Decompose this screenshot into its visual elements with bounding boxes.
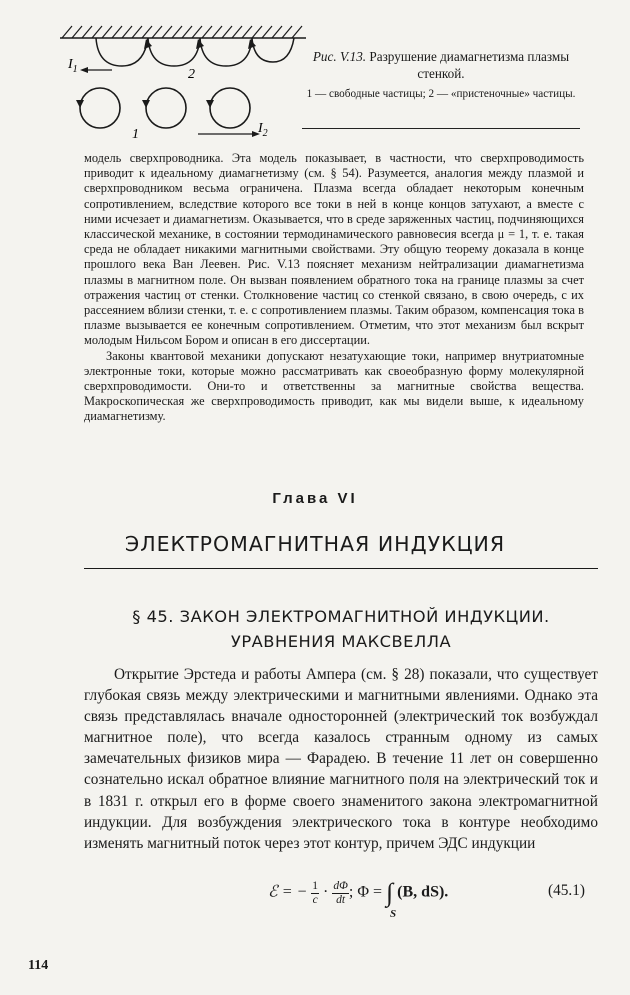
caption-text: Разрушение диамагнетизма плазмы стенкой. bbox=[369, 49, 570, 81]
formula-number: (45.1) bbox=[548, 882, 585, 899]
free-orbit-1 bbox=[80, 88, 120, 128]
body-text bbox=[84, 664, 598, 854]
caption-title bbox=[302, 48, 580, 82]
formula-45-1 bbox=[200, 868, 520, 918]
caption-label: Рис. V.13. bbox=[312, 49, 367, 64]
wall-hatching bbox=[62, 26, 302, 38]
formula-frac-2: $\frac{d\Phi}{dt}$ bbox=[333, 879, 348, 906]
label-2: 2 bbox=[188, 67, 195, 82]
small-paragraph-2: Законы квантовой механики допускают незатухающие токи, например внутриатомные электронные токи, которые можно рассматривать как своеобразную форму молекулярной сверхпроводимости. Они-то и ответственны за магнитные свойства вещества. Макроскопическая же сверхпроводимость приводит, как мы видели выше, к идеальному диамагнетизму. bbox=[84, 348, 584, 424]
formula-integrand: (B, dS). bbox=[397, 883, 449, 901]
chapter-title: ЭЛЕКТРОМАГНИТНАЯ ИНДУКЦИЯ bbox=[124, 532, 506, 556]
caption-legend: 1 — свободные частицы; 2 — «пристеночные» частицы. bbox=[306, 88, 576, 100]
section-title-line-1: § 45. ЗАКОН ЭЛЕКТРОМАГНИТНОЙ ИНДУКЦИИ. bbox=[132, 607, 550, 626]
section-title bbox=[84, 604, 598, 654]
formula-integral: ∫ S bbox=[386, 878, 397, 920]
wall-orbits bbox=[96, 38, 294, 66]
figure-diagram bbox=[58, 22, 308, 152]
small-paragraph-1: модель сверхпроводника. Эта модель показывает, в частности, что сверхпроводимость приводит к идеальному диамагнетизму (см. § 54). Разумеется, аналогия между плазмой и сверхпроводником весьма ограничена. Плазма всегда обладает некоторым конечным сопротивлением, вследствие которого все токи в ней в конце концов затухают, а вместе с ними исчезает и диамагнетизм. Оказывается, что в среде заряженных частиц, подчиняющихся классической механике, в состоянии термодинамического равновесия всегда μ = 1, т. е. такая среда не обладает никакими магнитными свойствами. Эту общую теорему доказала в конце прошлого века Ван Леевен. Рис. V.13 поясняет механизм нейтрализации диамагнетизма плазмы в магнитном поле. Он вызван появлением обратного тока на границе плазмы за счет отражения частиц от стенки. Столкновение частиц со стенкой связано, в свою очередь, с их рассеянием вблизи стенки, т. е. с сопротивлением плазмы. Таким образом, компенсация тока в плазме вызывается ее конечным сопротивлением. Отметим, что этот механизм был вскрыт молодым Нильсом Бором и описан в его диссертации. bbox=[84, 151, 584, 348]
formula-dot: · bbox=[323, 883, 329, 901]
i1-arrowhead bbox=[80, 67, 88, 73]
figure-v13 bbox=[58, 22, 308, 152]
free-orbits bbox=[80, 88, 250, 128]
formula-frac-1: $\frac{1}{c}$ bbox=[312, 879, 319, 906]
body-paragraph: Открытие Эрстеда и работы Ампера (см. § 28) показали, что существует глубокая связь между электрическими и магнитными явлениями. Однако эта связь представлялась вначале односторонней (электрический ток возбуждал магнитное поле), что всегда казалось странным одному из самых замечательных физиков мира — Фарадею. В течение 11 лет он совершенно сознательно искал обратное влияние магнитного поля на электрический ток и в 1831 г. открыл его в форме своего знаменитого закона электромагнитной индукции. Для возбуждения электрического тока в контуре необходимо изменять магнитный поток через этот контур, причем ЭДС индукции bbox=[84, 666, 598, 852]
page-number: 114 bbox=[28, 958, 49, 973]
label-i2: $I_2$ bbox=[258, 121, 268, 139]
chapter-rule bbox=[84, 568, 598, 569]
free-orbit-3 bbox=[210, 88, 250, 128]
figure-caption bbox=[302, 48, 580, 101]
formula-lhs: ℰ = − bbox=[268, 883, 308, 901]
label-i1: $I_1$ bbox=[68, 57, 78, 75]
caption-rule bbox=[302, 128, 580, 129]
formula-body bbox=[268, 878, 449, 920]
small-print-text bbox=[84, 151, 584, 425]
free-orbit-arrows bbox=[76, 100, 214, 108]
free-orbit-2 bbox=[146, 88, 186, 128]
label-1: 1 bbox=[132, 127, 139, 142]
formula-sep: ; Φ = bbox=[348, 883, 383, 901]
chapter-label: Глава VI bbox=[272, 490, 358, 507]
section-title-line-2: УРАВНЕНИЯ МАКСВЕЛЛА bbox=[230, 632, 452, 651]
